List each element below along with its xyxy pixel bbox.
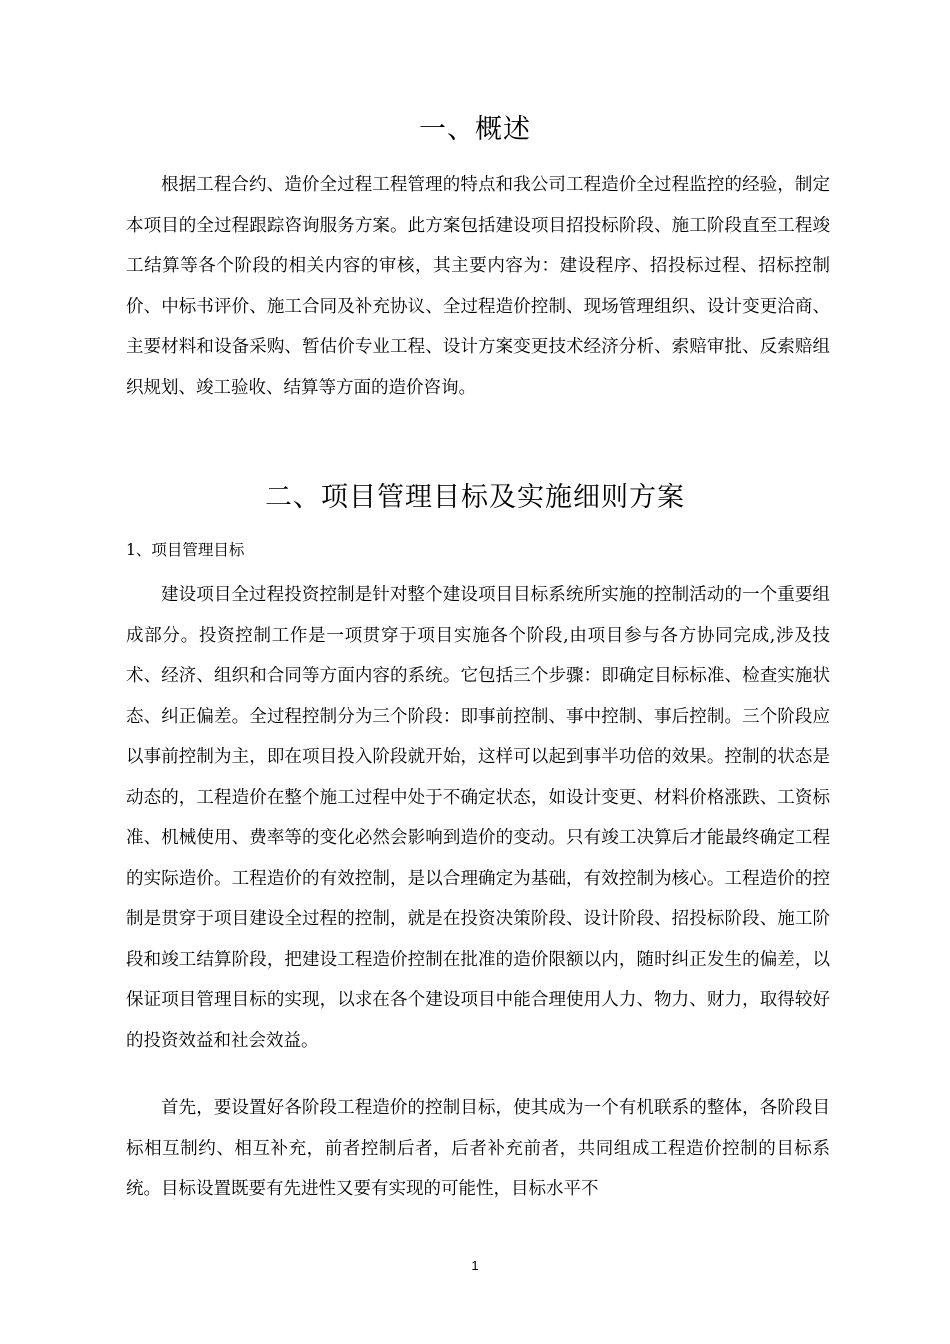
section-2-title: 二、项目管理目标及实施细则方案 [265, 482, 685, 513]
section-1-title: 一、概述 [419, 114, 531, 145]
page-number: 1 [471, 1258, 479, 1273]
subsection-title-project-management-goals: 1、项目管理目标 [126, 541, 245, 559]
section-1-paragraph-1: 根据工程合约、造价全过程工程管理的特点和我公司工程造价全过程监控的经验，制定本项目的全过程跟踪咨询服务方案。此方案包括建设项目招投标阶段、施工阶段直至工程竣工结算等各个阶段的相关内容的审核，其主要内容为：建设程序、招投标过程、招标控制价、中标书评价、施工合同及补充协议、全过程造价控制、现场管理组织、设计变更洽商、主要材料和设备采购、暂估价专业工程、设计方案变更技术经济分析、索赔审批、反索赔组织规划、竣工验收、结算等方面的造价咨询。 [126, 175, 830, 398]
section-2-paragraph-2: 首先，要设置好各阶段工程造价的控制目标，使其成为一个有机联系的整体，各阶段目标相互制约、相互补充，前者控制后者，后者补充前者，共同组成工程造价控制的目标系统。目标设置既要有先进性又要有实现的可能性，目标水平不 [126, 1098, 830, 1199]
section-2-paragraph-1: 建设项目全过程投资控制是针对整个建设项目目标系统所实施的控制活动的一个重要组成部分。投资控制工作是一项贯穿于项目实施各个阶段,由项目参与各方协同完成,涉及技术、经济、组织和合同等方面内容的系统。它包括三个步骤：即确定目标标准、检查实施状态、纠正偏差。全过程控制分为三个阶段：即事前控制、事中控制、事后控制。三个阶段应以事前控制为主，即在项目投入阶段就开始，这样可以起到事半功倍的效果。控制的状态是动态的，工程造价在整个施工过程中处于不确定状态，如设计变更、材料价格涨跌、工资标准、机械使用、费率等的变化必然会影响到造价的变动。只有竣工决算后才能最终确定工程的实际造价。工程造价的有效控制，是以合理确定为基础，有效控制为核心。工程造价的控制是贯穿于项目建设全过程的控制，就是在投资决策阶段、设计阶段、招投标阶段、施工阶段和竣工结算阶段，把建设工程造价控制在批准的造价限额以内，随时纠正发生的偏差，以保证项目管理目标的实现，以求在各个建设项目中能合理使用人力、物力、财力，取得较好的投资效益和社会效益。 [126, 585, 830, 1051]
